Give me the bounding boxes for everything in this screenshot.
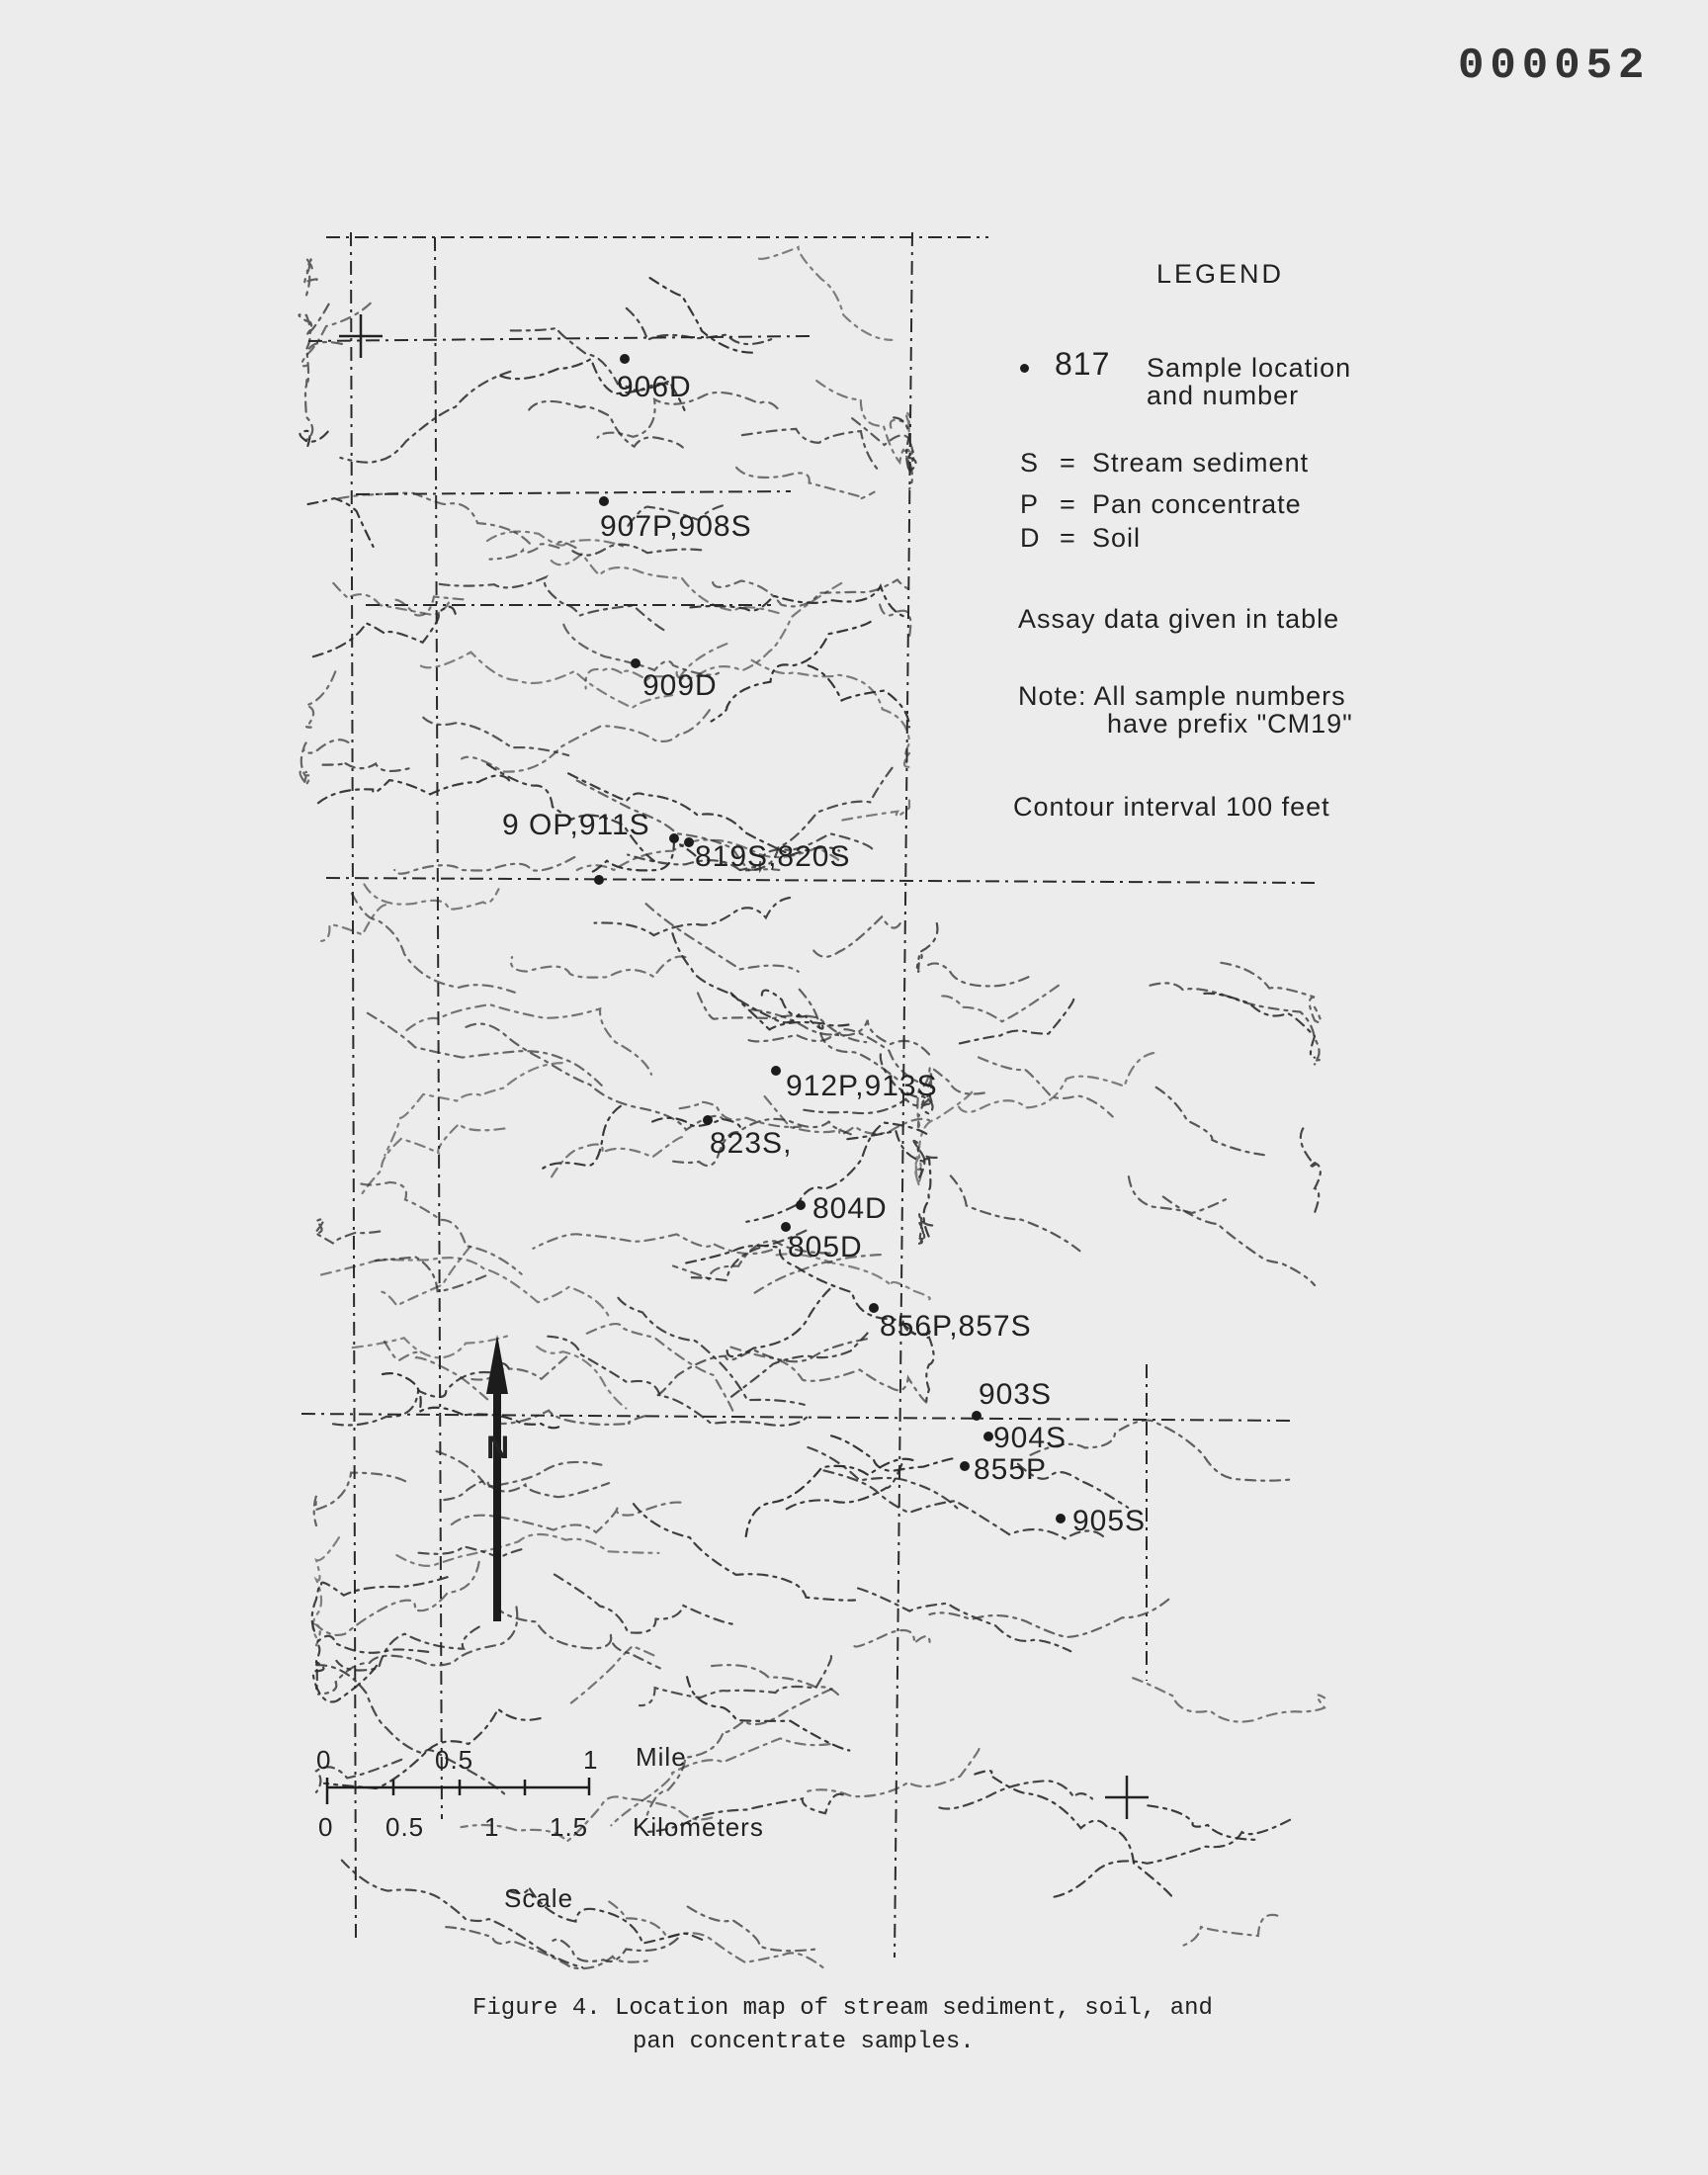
sample-label-804d: 804D [812,1192,888,1225]
contour-line [831,1436,957,1471]
contour-line [937,986,1059,1021]
contour-line [727,1289,830,1356]
scale-km-label: Kilometers [633,1812,764,1842]
sample-label-906d: 906D [617,371,692,403]
sample-dot [669,833,679,843]
contour-line [634,1504,855,1600]
contour-line [894,417,915,472]
sample-dot [684,837,694,847]
contour-line [308,498,374,547]
scale-km-tick-15: 1.5 [550,1812,589,1842]
contour-line [313,1662,377,1701]
contour-line [572,545,701,556]
scale-mile-tick-0: 0 [316,1745,332,1775]
contour-line [816,381,912,463]
contour-line [1133,1678,1324,1721]
contour-line [444,1481,609,1500]
contour-line [855,1630,930,1647]
contour-line [413,1546,522,1558]
contour-line [759,247,892,340]
contour-line [311,607,456,657]
sample-dot [620,354,630,364]
contour-line [804,1749,980,1796]
contour-line [951,1175,1080,1251]
contour-line [378,1247,470,1306]
north-label: N [486,1430,511,1465]
contour-line [880,605,910,638]
contour-line [437,1451,602,1487]
contour-line [316,1636,428,1690]
sample-label-903s: 903S [979,1378,1053,1411]
contour-line [316,775,509,804]
contour-line [858,1589,1070,1652]
contour-line [511,956,685,977]
contour-line [384,1063,561,1155]
sample-dot [960,1461,970,1471]
contour-line [462,710,710,771]
contour-line [336,1627,478,1671]
contour-line [312,1577,448,1635]
scale-mile-label: Mile [636,1742,687,1772]
contour-line [360,1124,504,1199]
contour-line [852,418,913,489]
contour-line [1031,1421,1295,1481]
sample-label-909d: 909D [642,669,718,702]
contour-line [595,898,791,935]
contour-line [975,1771,1174,1899]
legend-dot-icon [1020,364,1029,373]
contour-line [809,665,909,727]
contour-line [1163,1197,1315,1286]
contour-line [352,894,515,993]
sample-label-855p: 855P [974,1453,1048,1486]
contour-line [495,1607,660,1668]
contour-line [627,308,771,344]
legend-sample-desc-1: Sample location [1147,353,1352,383]
sample-dot [631,658,640,668]
contour-line [979,1058,1113,1117]
contour-line [731,1348,930,1404]
legend-contour-interval: Contour interval 100 feet [1013,792,1330,822]
contour-line [619,1298,805,1405]
legend-meaning-s: Stream sediment [1092,448,1310,478]
contour-line [555,1575,736,1633]
sample-label-819s-820s: 819S,820S [695,840,851,873]
contour-line [314,1473,405,1525]
legend-title: LEGEND [1156,259,1285,289]
contour-line [384,1342,487,1400]
contour-line [306,671,335,727]
contour-line [928,963,1028,986]
contour-line [467,1357,566,1380]
legend-meaning-p: Pan concentrate [1092,489,1302,519]
legend-code-p: P [1020,489,1040,519]
legend-equals-s: = [1060,448,1076,478]
contour-line [960,1000,1073,1044]
contour-line [304,258,317,295]
figure-caption [472,1992,1382,2059]
scale-title: Scale [504,1883,574,1913]
contour-line [313,1537,339,1637]
contour-line [736,468,875,499]
sample-label-856p-857s: 856P,857S [880,1310,1032,1343]
sample-dot [599,496,609,506]
contour-line [529,401,683,448]
sample-label-805d: 805D [788,1231,863,1263]
sample-label-912p-913s: 912P,913S [786,1070,938,1102]
contour-line [587,1324,733,1411]
legend-note-line-2: have prefix "CM19" [1107,709,1353,739]
sample-dot [796,1200,806,1210]
contour-line [543,1106,621,1169]
contour-line [552,1137,682,1177]
contour-line [391,597,463,616]
scale-mile-tick-1: 1 [583,1745,599,1775]
contour-line [842,801,909,821]
sample-dot [972,1411,982,1421]
scale-km-tick-05: 0.5 [385,1812,425,1842]
contour-line [300,740,349,784]
grid-line [356,491,791,494]
legend-code-d: D [1020,523,1041,553]
sample-label-904s: 904S [993,1422,1068,1454]
contour-line [376,1258,486,1292]
scale-bar-icon [327,1778,589,1804]
legend-equals-d: = [1060,523,1076,553]
legend-sample-desc-2: and number [1147,381,1300,410]
sample-dot [703,1115,713,1125]
contour-line [731,994,850,1030]
contour-line [300,431,328,450]
contour-line [571,1646,653,1702]
contour-line [396,1534,658,1566]
contour-line [316,905,385,941]
contour-line [609,1902,822,1968]
grid-line [326,878,1315,883]
contour-line [548,1337,811,1426]
contour-line [712,1665,838,1695]
contour-line [811,916,899,956]
contour-line [316,1562,479,1645]
contour-line [321,1258,608,1315]
contour-line [1221,963,1321,1022]
legend-code-s: S [1020,448,1040,478]
sample-dot [771,1066,781,1076]
contour-line [316,1665,505,1794]
sample-dot [594,875,604,885]
contour-line [640,1656,831,1705]
contour-line [731,1333,868,1396]
contour-line [712,622,871,722]
scale-km-tick-1: 1 [484,1812,500,1842]
contour-line [353,1336,507,1357]
contour-line [1151,983,1320,1064]
legend-assay-note: Assay data given in table [1018,604,1340,634]
contour-line [939,1781,1092,1808]
sample-dot [869,1303,879,1313]
contour-line [824,1470,1104,1538]
contour-line [1156,1088,1264,1155]
contour-line [1180,1915,1278,1947]
contour-line [340,372,510,463]
contour-line [467,1024,724,1130]
sample-label-907p-908s: 907P,908S [600,510,752,543]
contour-line [1301,1128,1321,1212]
sample-label-823s: 823S, [710,1127,793,1160]
page-number: 000052 [1458,42,1651,91]
contour-line [930,1600,1169,1637]
contour-line [446,1927,651,1968]
legend-meaning-d: Soil [1092,523,1142,553]
caption-line-1: Figure 4. Location map of stream sediment, soil, and [472,1995,1213,2022]
contour-line [1204,994,1315,1058]
contour-line [752,660,909,767]
scale-km-tick-0: 0 [318,1812,334,1842]
contour-line [563,625,719,675]
contour-line [323,762,412,771]
legend-equals-p: = [1060,489,1076,519]
contour-line [305,342,342,440]
contour-line [440,577,664,631]
contour-line [324,1709,541,1788]
contour-line [688,1907,817,1952]
contour-line [394,857,574,874]
contour-line [1050,1820,1290,1898]
legend-note-line-1: Note: All sample numbers [1018,681,1346,711]
sample-dot [983,1432,993,1441]
contour-line [333,583,449,615]
contour-line [383,1373,563,1428]
sample-dot [1056,1514,1066,1523]
contour-line [672,933,799,1022]
caption-line-2: pan concentrate samples. [633,2029,975,2055]
sample-label-905s: 905S [1072,1505,1147,1537]
contour-line [316,1219,381,1244]
scale-mile-tick-05: 0.5 [435,1745,474,1775]
contour-line [808,1447,960,1512]
grid-line [435,237,442,1819]
legend-sample-number: 817 [1055,346,1111,382]
contour-line [407,1004,652,1075]
contour-line [423,718,568,755]
sample-label-910p-911s: 9 OP,911S [502,809,650,841]
north-arrow-icon [486,1335,511,1621]
contour-line [742,429,878,470]
